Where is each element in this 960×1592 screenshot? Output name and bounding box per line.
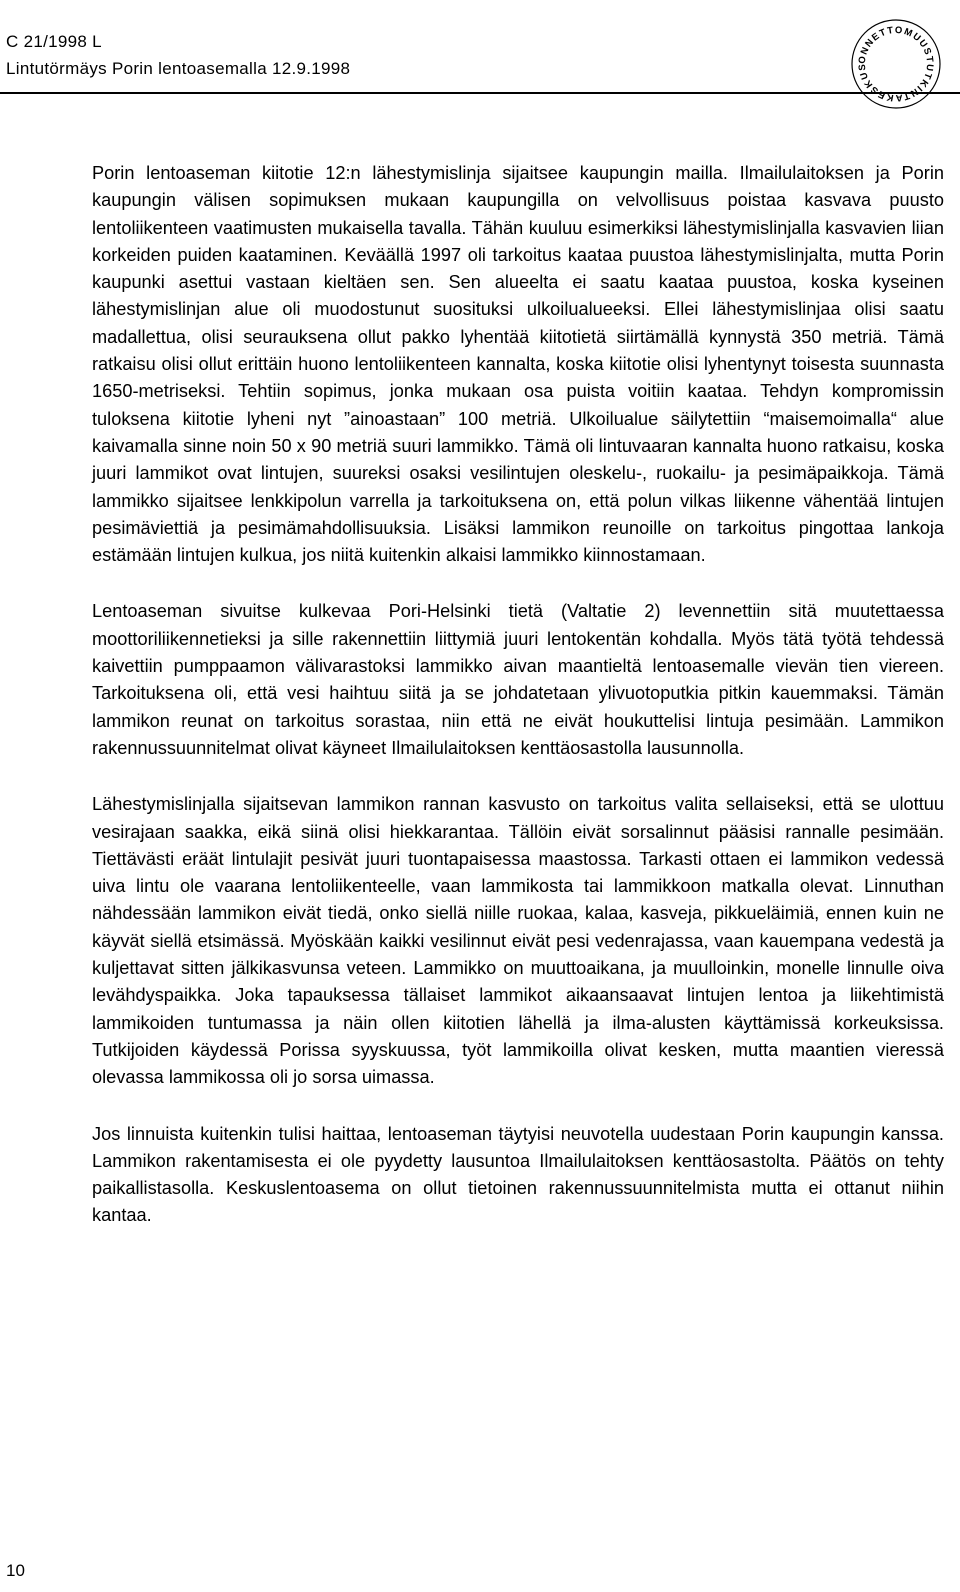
document-id: C 21/1998 L	[6, 32, 102, 51]
header-rule	[0, 92, 960, 94]
onnettomuustutkintakeskus-seal	[832, 0, 960, 128]
document-title: Lintutörmäys Porin lentoasemalla 12.9.1998	[6, 59, 351, 78]
paragraph-2: Lentoaseman sivuitse kulkevaa Pori-Helsinki tietä (Valtatie 2) levennettiin sitä muutettaessa moottoriliikennetieksi ja sille rakennettiin liittymiä juuri lentokentän kohdalla. Myös tätä työtä tehdessä kaivettiin pumppaamon välivarastoksi lammikko aivan maantieltä lentoasemalle vievän tien viereen. Tarkoituksena oli, että vesi haihtuu siitä ja se johdatetaan ylivuotoputkia pitkin kauemmaksi. Tämän lammikon reunat on tarkoitus sorastaa, niin että ne eivät houkuttelisi lintuja pesimään. Lammikon rakennussuunnitelmat olivat käyneet Ilmailulaitoksen kenttäosastolla lausunnolla.	[92, 601, 944, 758]
paragraph-4: Jos linnuista kuitenkin tulisi haittaa, lentoaseman täytyisi neuvotella uudestaan Porin kaupungin kanssa. Lammikon rakentamisesta ei ole pyydetty lausuntoa Ilmailulaitoksen kenttäosastolta. Päätös on tehty paikallistasolla. Keskuslentoasema on ollut tietoinen rakennussuunnitelmista mutta ei ottanut niihin kantaa.	[92, 1123, 944, 1226]
paragraph-3: Lähestymislinjalla sijaitsevan lammikon rannan kasvusto on tarkoitus valita sellaiseksi, että se ulottuu vesirajaan saakka, eikä siinä olisi hiekkarantaa. Tällöin eivät sorsalinnut pääsisi rannalle pesimään. Tiettävästi eräät lintulajit pesivät juuri tuontapaisessa maastossa. Tarkasti ottaen ei lammikon vedessä uiva lintu ole vaarana lentoliikenteelle, vaan lammikosta tai lammikkoon matkalla olevat. Linnuthan nähdessään lammikon eivät tiedä, onko siellä niille ruokaa, kalaa, kasveja, pikkueläimiä, ennen kuin ne käyvät siellä etsimässä. Myöskään kaikki vesilinnut eivät pesi vedenrajassa, vaan kauempana vedestä ja kuljettavat sitten jälkikasvunsa veteen. Lammikko on muuttoaikana, ja muulloinkin, monelle linnulle oiva levähdyspaikka. Joka tapauksessa tällaiset lammikot aikaansaavat lintujen lentoa ja liikehtimistä lammikoiden tuntumassa ja näin ollen kiitotien lähellä ja ilma-alusten käyttämissä korkeuksissa. Tutkijoiden käydessä Porissa syyskuussa, työt lammikoilla olivat kesken, mutta maantien vieressä olevassa lammikossa oli jo sorsa uimassa.	[92, 794, 944, 1088]
seal-text: ONNETTOMUUSTUTKINTAKESKUS	[856, 24, 936, 104]
page-number: 10	[6, 1561, 25, 1580]
document-body	[92, 160, 944, 1259]
svg-text:ONNETTOMUUSTUTKINTAKESKUS	[857, 25, 935, 103]
paragraph-1: Porin lentoaseman kiitotie 12:n lähestymislinja sijaitsee kaupungin mailla. Ilmailulaitoksen ja Porin kaupungin välisen sopimuksen mukaan kaupungilla on velvollisuus poistaa kasvava puusto lentoliikenteen vaatimusten mukaisella tavalla. Tähän kuuluu esimerkiksi lähestymislinjalla kasvavien liian korkeiden puiden kaataminen. Keväällä 1997 oli tarkoitus kaataa puustoa lähestymislinjalta, mutta Porin kaupunki asettui vastaan kieltäen sen. Sen alueelta ei saatu kaataa puustoa, koska kyseinen lähestymislinjan alue oli muodostunut suosituksi ulkoilualueeksi. Ellei lähestymislinjaa olisi saatu madallettua, olisi seurauksena ollut pakko lyhentää kiitotietä siirtämällä kynnystä 350 metriä. Tämä ratkaisu olisi ollut erittäin huono lentoliikenteen kannalta, koska kiitotie olisi lyhentynyt toisesta suunnasta 1650-metriseksi. Tehtiin sopimus, jonka mukaan osa puista voitiin kaataa. Tehdyn kompromissin tuloksena kiitotie lyheni nyt ”ainoastaan” 100 metriä. Ulkoilualue säilytettiin “maisemoimalla“ alue kaivamalla sinne noin 50 x 90 metriä suuri lammikko. Tämä oli lintuvaaran kannalta huono ratkaisu, koska juuri lammikot ovat lintujen, suureksi osaksi vesilintujen oleskelu-, ruokailu- ja pesimäpaikkoja. Tämä lammikko sijaitsee lenkkipolun varrella ja tarkoituksena on, että polun vilkas liikenne vähentää lintujen pesimäviettiä ja pesimämahdollisuuksia. Lisäksi lammikon reunoille on tarkoitus pingottaa lankoja estämään lintujen kulkua, jos niitä kuitenkin alkaisi lammikko kiinnostamaan.	[92, 163, 944, 566]
running-header	[6, 28, 350, 82]
